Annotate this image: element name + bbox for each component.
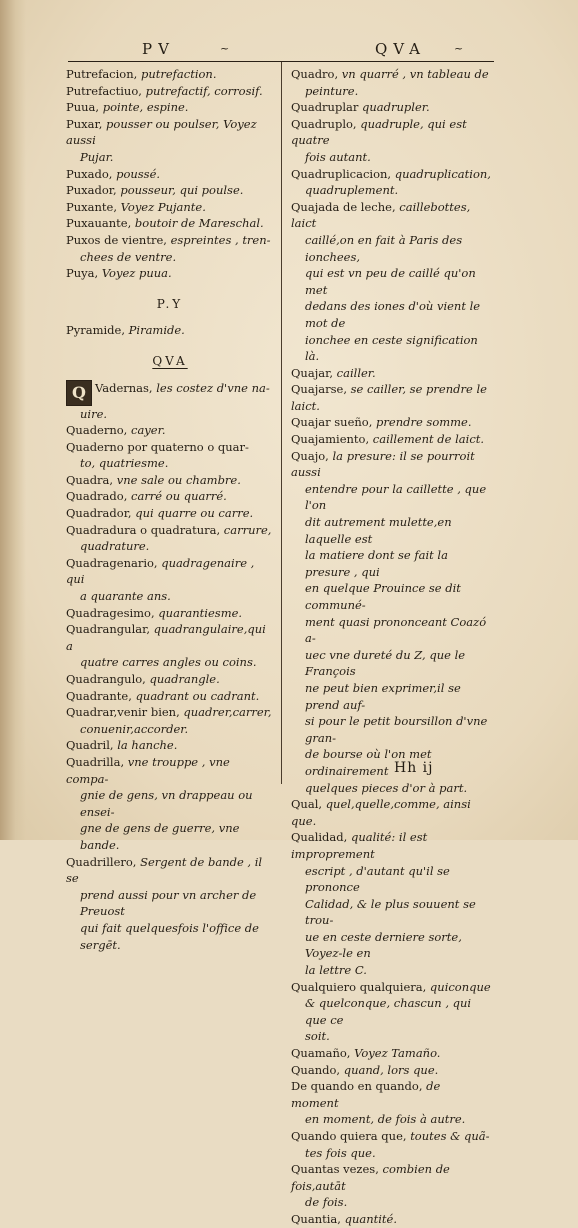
dictionary-entry [291,448,491,796]
dictionary-entry [66,199,274,216]
headword: Quadril, [66,738,114,753]
headword: Puya, [66,266,99,281]
headword: Puxador, [66,183,117,198]
dictionary-entry [66,265,274,282]
entries-pu [66,66,274,282]
definition: Voyez puua. [101,266,172,281]
definition: la presure: il se pourroit aussi [291,448,475,480]
column-divider [281,62,282,784]
definition: quadrer,carrer, [183,705,272,720]
headword: Quadradura o quadratura, [66,522,221,537]
signature-mark: Hh ij [394,760,434,776]
definition-continuation: Calidad, & le plus souuent se trou- [305,896,476,928]
headword: Quantas vezes, [291,1162,379,1177]
dictionary-entry [291,431,491,448]
definition: vne trouppe , vne compa- [66,754,230,786]
headword: Quajarse, [291,382,347,397]
definition-continuation: gne de gens de guerre, vne bande. [80,821,240,852]
definition: la hanche. [117,738,178,753]
headword: Quadro, [291,67,339,81]
entries-qva [66,422,274,953]
definition: de moment [291,1079,441,1110]
dictionary-entry [66,232,274,265]
page-spine-shadow [0,0,26,840]
definition: vn quarré , vn tableau de [341,67,489,81]
headword: Qual, [291,797,323,812]
dictionary-entry [291,796,491,829]
definition-continuation: to, quatriesme. [80,456,169,471]
definition-continuation: a quarante ans. [80,589,171,604]
definition-continuation: de bourse où l'on met ordinairement [305,747,432,778]
dictionary-entry [291,199,491,365]
headword: Puxado, [66,166,113,181]
dictionary-entry [66,166,274,183]
dictionary-entry [291,979,491,1045]
running-header [70,40,490,62]
header-ornament-right: ~ [454,42,464,55]
definition-continuation: la matiere dont se fait la presure , qui [305,548,448,579]
definition: quadruplication, [394,166,491,181]
definition-continuation: ment quasi prononceant Coazó a- [305,614,487,646]
right-column [291,66,491,1228]
definition-continuation: ionchee en ceste signification là. [305,332,478,364]
dictionary-entry [291,414,491,431]
definition: quadruple, qui est quatre [291,116,467,148]
definition: caillement de laict. [372,432,485,447]
dictionary-entry [66,671,274,688]
headword: Quaderno, [66,423,128,438]
definition: carré ou quarré. [131,489,227,504]
definition-continuation: conuenir,accorder. [80,721,189,736]
dropcap: Q [66,380,92,406]
headword: Quadruplar [291,100,359,115]
definition-continuation: uec vne dureté du Z, que le François [305,647,466,679]
header-ornament-left: ~ [220,42,230,55]
dictionary-entry [66,83,274,100]
definition: boutoir de Mareschal. [134,216,264,231]
definition-continuation: quadrature. [80,539,150,554]
definition-continuation: si pour le petit boursillon d'vne gran- [305,714,488,745]
headword: Quamaño, [291,1046,351,1061]
definition-continuation: tes fois que. [305,1145,376,1160]
dictionary-entry [291,829,491,978]
headword: Quajamiento, [291,432,370,447]
definition: carrure, [223,522,272,537]
headword: Quadrar,venir bien, [66,705,180,720]
dictionary-entry [291,66,491,99]
headword: Puxar, [66,116,103,131]
dictionary-entry [291,166,491,199]
definition-continuation: ne peut bien exprimer,il se prend auf- [305,680,461,712]
section-heading-py: P.Y [156,296,184,311]
headword: Quadrilla, [66,754,125,769]
definition-continuation: caillé,on en fait à Paris des ionchees, [305,232,463,264]
definition: combien de fois,autāt [291,1162,450,1193]
definition: espreintes , tren- [170,232,271,247]
definition: qualité: il est improprement [291,830,428,861]
dictionary-entry [291,1078,491,1128]
headword: Puxos de vientre, [66,232,167,247]
headword: Puua, [66,100,100,115]
definition: quadrant ou cadrant. [135,688,260,703]
header-left: PV [142,40,175,58]
definition: quadrangulaire,qui a [66,622,266,653]
definition-continuation: qui est vn peu de caillé qu'on met [305,266,476,297]
dictionary-entry [66,555,274,605]
definition-continuation: quatre carres angles ou coins. [80,655,257,670]
dictionary-entry [66,322,274,339]
definition-continuation: ue en ceste derniere sorte, Voyez-le en [305,929,462,961]
definition: poussé. [116,166,161,181]
definition: quand, lors que. [343,1062,439,1077]
dictionary-entry [291,1128,491,1161]
dictionary-entry [66,488,274,505]
definition-continuation: dit autrement mulette,en laquelle est [305,515,452,546]
headword: Quando quiera que, [291,1129,407,1143]
definition: caillebottes, laict [291,199,471,231]
definition: pousseur, qui poulse. [120,183,244,198]
headword: De quando en quando, [291,1079,423,1094]
definition: cailler. [336,365,376,380]
definition: vne sale ou chambre. [116,472,241,487]
definition-continuation: peinture. [305,83,359,98]
definition-continuation: la lettre C. [305,963,367,978]
definition: Sergent de bande , il se [66,854,263,886]
definition: quadrangle. [149,672,220,686]
definition: Voyez Tamaño. [354,1046,441,1061]
dictionary-entry [66,854,274,954]
definition: prendre somme. [376,415,472,430]
dictionary-entry [66,439,274,472]
entries-qva-right [291,66,491,1228]
definition-continuation: soit. [305,1029,330,1044]
definition: pointe, espine. [102,100,189,115]
dictionary-entry [66,472,274,489]
headword: Quajar sueño, [291,415,373,430]
headword: Quadrador, [66,506,132,521]
section-heading-qva: QVA [152,353,188,368]
dictionary-entry [291,365,491,382]
definition-continuation: en moment, de fois à autre. [305,1112,466,1127]
definition: se cailler, se prendre le laict. [291,382,487,413]
definition-continuation: escript , d'autant qu'il se prononce [305,863,450,895]
definition: quel,quelle,comme, ainsi que. [291,797,471,828]
headword: Quadrangular, [66,622,151,637]
headword: Quadragenario, [66,555,158,570]
headword: Quadrado, [66,489,128,504]
headword: Quadrangulo, [66,672,146,686]
dictionary-entry [66,215,274,232]
definition: quantité. [344,1211,397,1226]
definition: quarantiesme. [158,605,243,620]
definition: putrefaction. [140,67,217,81]
dictionary-entry [291,99,491,116]
headword: Qualquiero qualquiera, [291,979,427,994]
dictionary-entry [291,1161,491,1211]
dictionary-entry [66,605,274,622]
headword: Quajada de leche, [291,199,396,214]
headword: Qualidad, [291,830,348,845]
dictionary-entry [66,182,274,199]
headword: Putrefactiuo, [66,83,142,98]
definition-continuation: prend aussi pour vn archer de Preuost [80,887,257,919]
dictionary-entry [66,66,274,83]
definition-continuation: dedans des iones d'où vient le mot de [305,299,481,330]
headword: Quajar, [291,365,334,380]
definition: quiconque [429,979,491,994]
definition: pousser ou poulser, Voyez aussi [66,116,257,148]
definition: cayer. [131,423,166,438]
dictionary-entry [66,522,274,555]
headword: Vadernas, [95,380,153,395]
first-qva-entry [66,380,274,423]
dictionary-entry [66,704,274,737]
definition-continuation: de fois. [305,1195,348,1210]
definition-continuation: gnie de gens, vn drappeau ou ensei- [80,788,253,819]
definition: les costez d'vne na- [156,380,270,395]
definition: quadrupler. [362,100,430,115]
headword: Putrefacion, [66,67,138,81]
headword: Quantia, [291,1211,341,1226]
definition-continuation: uire. [80,406,108,421]
definition: Piramide. [128,323,185,338]
headword: Quadrillero, [66,854,137,869]
definition-continuation: en quelque Prouince se dit communé- [305,581,461,612]
dictionary-entry [291,1045,491,1062]
dictionary-entry [291,1062,491,1079]
dictionary-entry [66,621,274,671]
dictionary-entry [66,737,274,754]
header-right: QVA [375,40,426,58]
definition: Voyez Pujante. [120,199,206,214]
headword: Quajo, [291,448,329,463]
dictionary-entry [291,1211,491,1228]
definition: qui quarre ou carre. [135,506,254,521]
headword: Quadra, [66,472,114,487]
dictionary-entry [66,688,274,705]
headword: Quadruplo, [291,116,357,131]
dictionary-entry [291,116,491,166]
definition: quadragenaire , qui [66,555,255,587]
definition-continuation: entendre pour la caillette , que l'on [305,481,487,513]
headword: Pyramide, [66,323,125,338]
headword: Quadruplicacion, [291,166,392,181]
definition-continuation: fois autant. [305,149,371,164]
headword: Puxauante, [66,216,132,231]
definition: toutes & quã- [410,1129,490,1143]
dictionary-entry [291,381,491,414]
definition-continuation: quadruplement. [305,183,399,198]
definition-continuation: Pujar. [80,149,114,164]
left-column [66,66,274,953]
headword: Quadragesimo, [66,605,155,620]
definition-continuation: & quelconque, chascun , qui que ce [305,996,472,1027]
headword: Quadrante, [66,688,132,703]
dictionary-entry [66,422,274,439]
definition-continuation: quelques pieces d'or à part. [305,780,468,795]
dictionary-entry [66,754,274,854]
definition-continuation: qui fait quelquesfois l'office de sergēt. [80,920,259,952]
dictionary-entry [66,99,274,116]
definition-continuation: chees de ventre. [80,249,177,264]
definition: putrefactif, corrosif. [145,83,263,98]
headword: Puxante, [66,199,117,214]
headword: Quaderno por quaterno o quar- [66,439,249,454]
headword: Quando, [291,1062,341,1077]
dictionary-entry [66,505,274,522]
entries-py [66,322,274,339]
dictionary-entry [66,116,274,166]
